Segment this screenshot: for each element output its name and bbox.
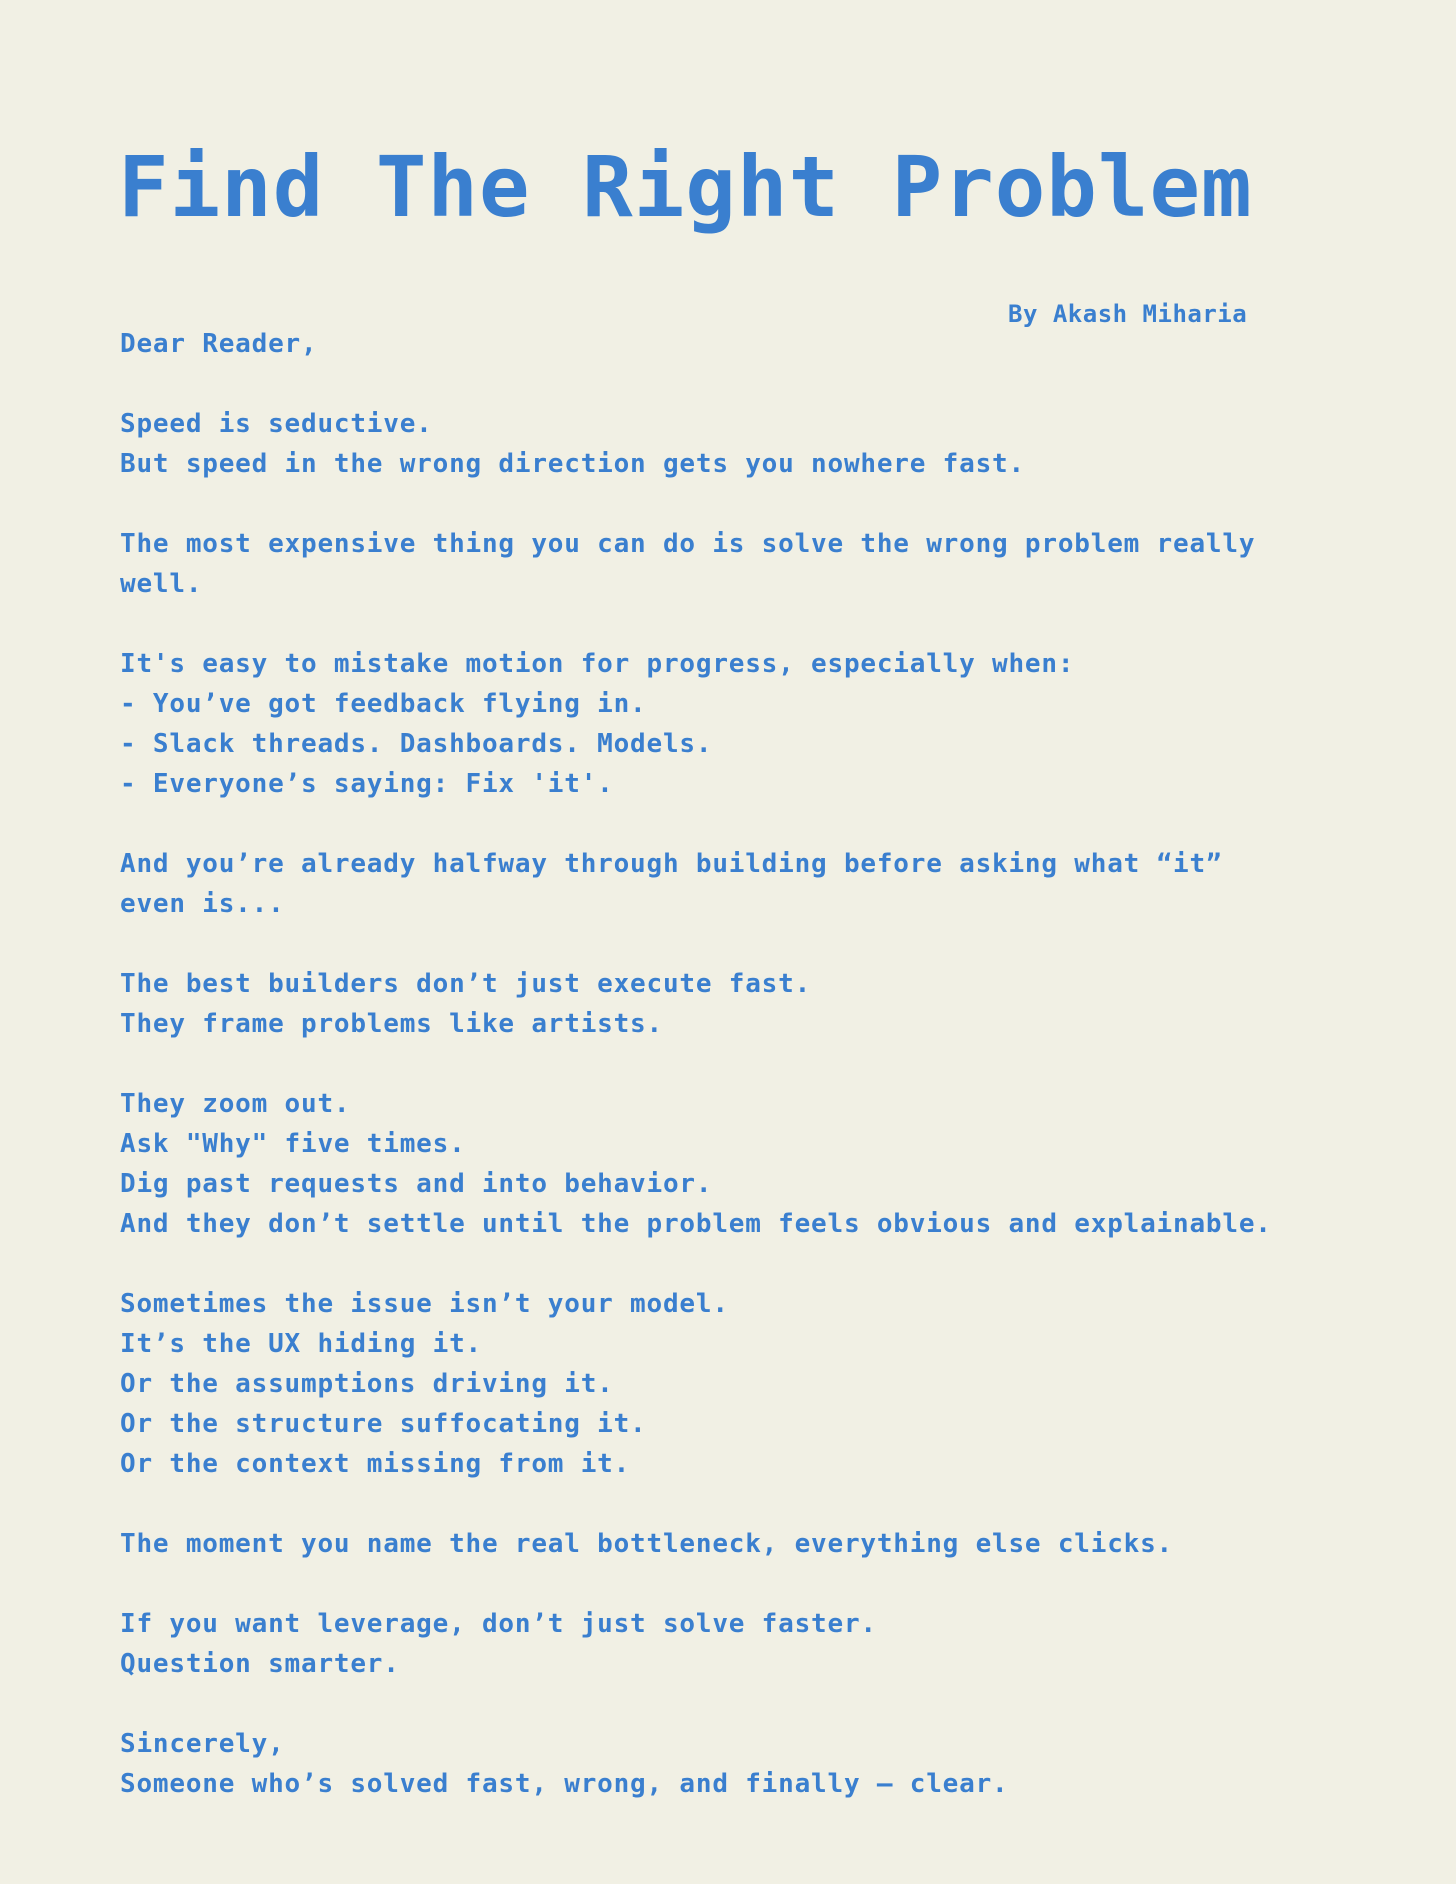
paragraph-gap bbox=[120, 924, 1350, 964]
letter-line: But speed in the wrong direction gets you nowhere fast. bbox=[120, 449, 1025, 479]
letter-line: Dig past requests and into behavior. bbox=[120, 1169, 713, 1199]
letter-line: Or the assumptions driving it. bbox=[120, 1369, 614, 1399]
paragraph-gap bbox=[120, 1564, 1350, 1604]
list-item: - Everyone’s saying: Fix 'it'. bbox=[120, 769, 614, 799]
author-byline: By Akash Miharia bbox=[1008, 300, 1248, 328]
greeting: Dear Reader, bbox=[120, 329, 318, 359]
closing: Sincerely, bbox=[120, 1729, 285, 1759]
list-item: - Slack threads. Dashboards. Models. bbox=[120, 729, 713, 759]
letter-line: Or the structure suffocating it. bbox=[120, 1409, 647, 1439]
letter-line: If you want leverage, don’t just solve faster. bbox=[120, 1609, 877, 1639]
paragraph-gap bbox=[120, 1684, 1350, 1724]
letter-line: And they don’t settle until the problem feels obvious and explainable. bbox=[120, 1209, 1272, 1239]
letter-line: And you’re already halfway through building before asking what “it” bbox=[120, 849, 1223, 879]
letter-line: It’s the UX hiding it. bbox=[120, 1329, 482, 1359]
letter-line: They frame problems like artists. bbox=[120, 1009, 663, 1039]
letter-line: Ask "Why" five times. bbox=[120, 1129, 466, 1159]
signature: Someone who’s solved fast, wrong, and finally — clear. bbox=[120, 1769, 1009, 1799]
paragraph-gap bbox=[120, 804, 1350, 844]
paragraph-gap bbox=[120, 1044, 1350, 1084]
letter-line: The best builders don’t just execute fast. bbox=[120, 969, 812, 999]
paragraph-gap bbox=[120, 1244, 1350, 1284]
letter-line: It's easy to mistake motion for progress, especially when: bbox=[120, 649, 1075, 679]
paragraph-gap bbox=[120, 604, 1350, 644]
letter-line: The moment you name the real bottleneck, everything else clicks. bbox=[120, 1529, 1174, 1559]
list-item: - You’ve got feedback flying in. bbox=[120, 689, 647, 719]
letter-line: well. bbox=[120, 569, 203, 599]
paragraph-gap bbox=[120, 1484, 1350, 1524]
letter-line: Or the context missing from it. bbox=[120, 1449, 631, 1479]
page-title: Find The Right Problem bbox=[118, 138, 1253, 236]
paragraph-gap bbox=[120, 484, 1350, 524]
letter-line: even is... bbox=[120, 889, 285, 919]
paragraph-gap bbox=[120, 364, 1350, 404]
letter-line: Sometimes the issue isn’t your model. bbox=[120, 1289, 729, 1319]
letter-line: They zoom out. bbox=[120, 1089, 351, 1119]
letter-body bbox=[120, 324, 1350, 1804]
letter-line: The most expensive thing you can do is solve the wrong problem really bbox=[120, 529, 1256, 559]
letter-line: Question smarter. bbox=[120, 1649, 400, 1679]
letter-line: Speed is seductive. bbox=[120, 409, 433, 439]
